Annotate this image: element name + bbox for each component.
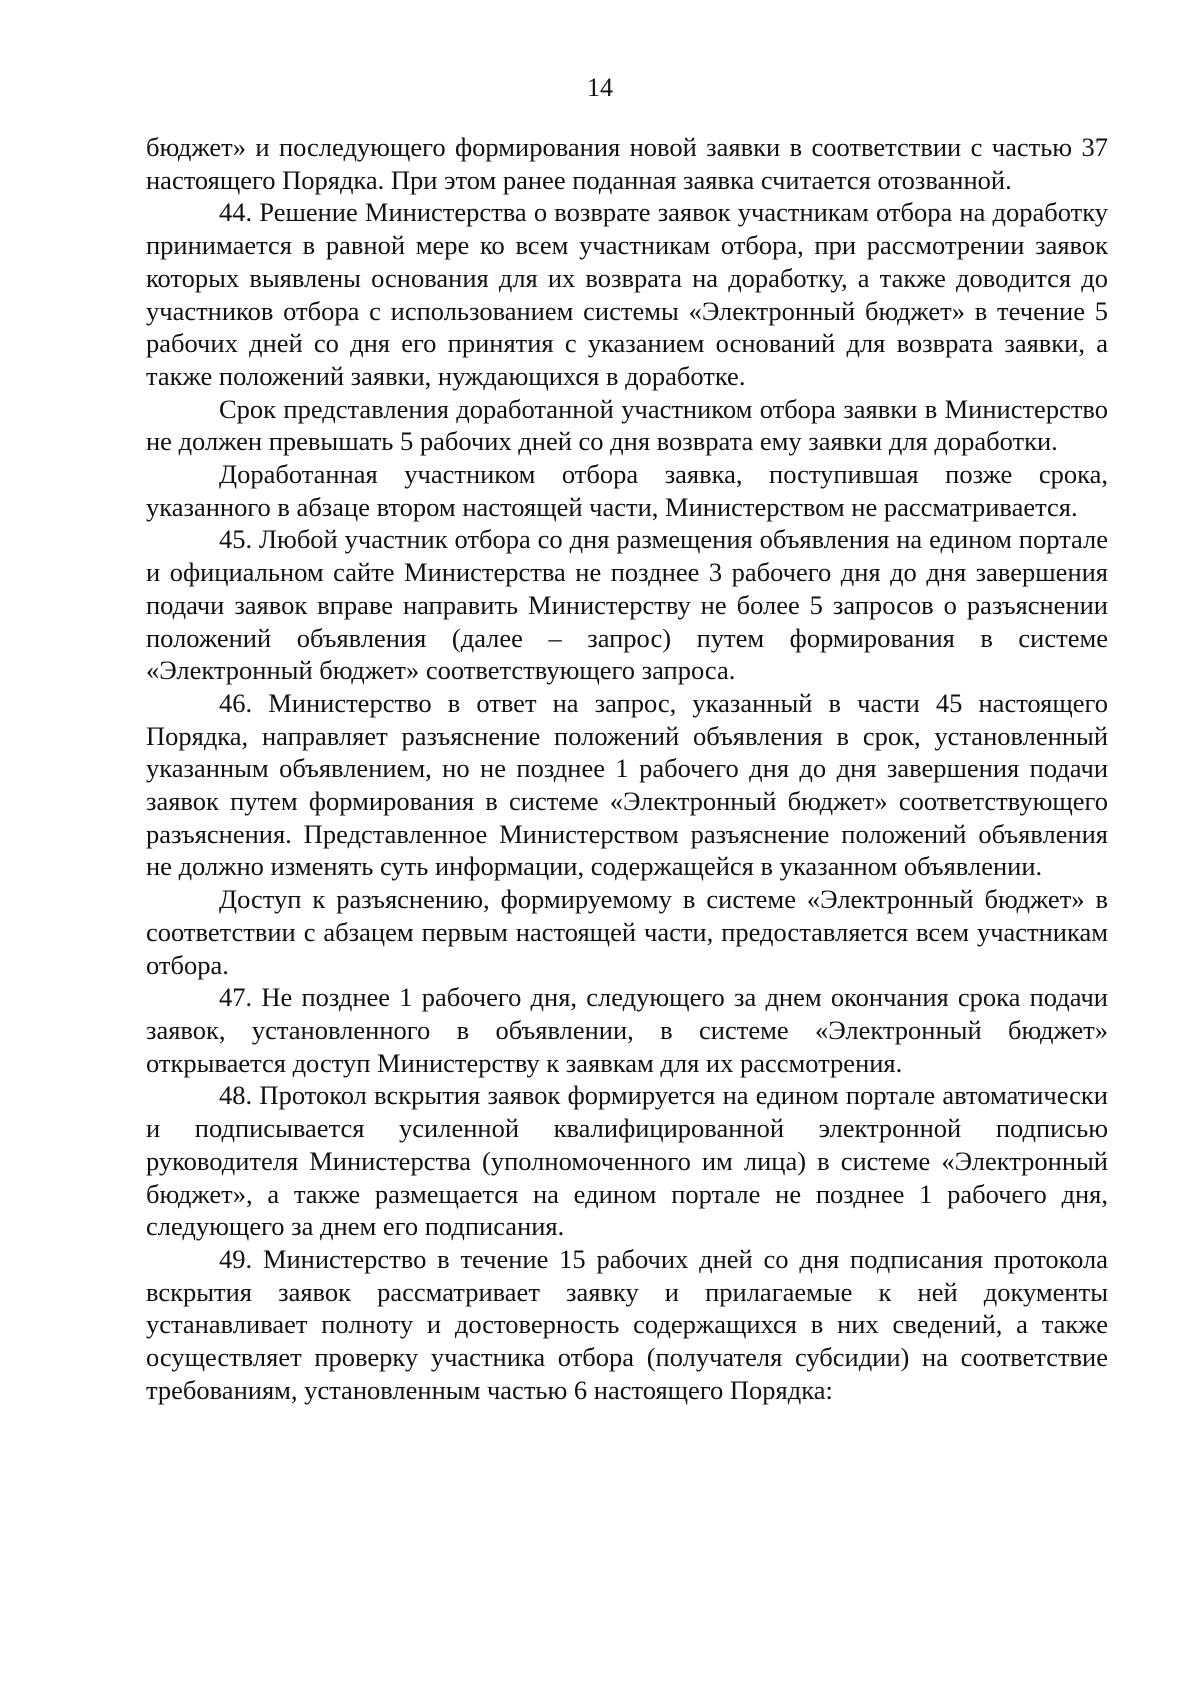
document-body (146, 131, 1108, 1406)
page-number: 14 (587, 73, 613, 102)
paragraph-44-deadline: Срок представления доработанной участником отбора заявки в Министерство не должен превышать 5 рабочих дней со дня возврата ему заявки для доработки. (146, 393, 1108, 457)
paragraph-47: 47. Не позднее 1 рабочего дня, следующего за днем окончания срока подачи заявок, установленного в объявлении, в системе «Электронный бюджет» открывается доступ Министерству к заявкам для их рассмотрения. (146, 982, 1108, 1078)
paragraph-49: 49. Министерство в течение 15 рабочих дней со дня подписания протокола вскрытия заявок рассматривает заявку и прилагаемые к ней документы устанавливает полноту и достоверность содержащихся в них сведений, а также осуществляет проверку участника отбора (получателя субсидии) на соответствие требованиям, установленным частью 6 настоящего Порядка: (146, 1243, 1108, 1405)
paragraph-continuation: бюджет» и последующего формирования новой заявки в соответствии с частью 37 настоящего Порядка. При этом ранее поданная заявка считается отозванной. (146, 132, 1108, 195)
paragraph-46-access: Доступ к разъяснению, формируемому в системе «Электронный бюджет» в соответствии с абзацем первым настоящей части, предоставляется всем участникам отбора. (146, 884, 1108, 980)
paragraph-45: 45. Любой участник отбора со дня размещения объявления на едином портале и официальном сайте Министерства не позднее 3 рабочего дня до дня завершения подачи заявок вправе направить Министерству не более 5 запросов о разъяснении положений объявления (далее – запрос) путем формирования в системе «Электронный бюджет» соответствующего запроса. (146, 524, 1108, 686)
paragraph-46: 46. Министерство в ответ на запрос, указанный в части 45 настоящего Порядка, направляет разъяснение положений объявления в срок, установленный указанным объявлением, но не позднее 1 рабочего дня до дня завершения подачи заявок путем формирования в системе «Электронный бюджет» соответствующего разъяснения. Представленное Министерством разъяснение положений объявления не должно изменять суть информации, содержащейся в указанном объявлении. (146, 687, 1108, 882)
paragraph-48: 48. Протокол вскрытия заявок формируется на едином портале автоматически и подписывается усиленной квалифицированной электронной подписью руководителя Министерства (уполномоченного им лица) в системе «Электронный бюджет», а также размещается на едином портале не позднее 1 рабочего дня, следующего за днем его подписания. (146, 1080, 1108, 1242)
paragraph-44-late-submission: Доработанная участником отбора заявка, поступившая позже срока, указанного в абзаце втором настоящей части, Министерством не рассматривается. (146, 459, 1108, 522)
paragraph-44: 44. Решение Министерства о возврате заявок участникам отбора на доработку принимается в равной мере ко всем участникам отбора, при рассмотрении заявок которых выявлены основания для их возврата на доработку, а также доводится до участников отбора с использованием системы «Электронный бюджет» в течение 5 рабочих дней со дня его принятия с указанием оснований для возврата заявки, а также положений заявки, нуждающихся в доработке. (146, 197, 1108, 391)
